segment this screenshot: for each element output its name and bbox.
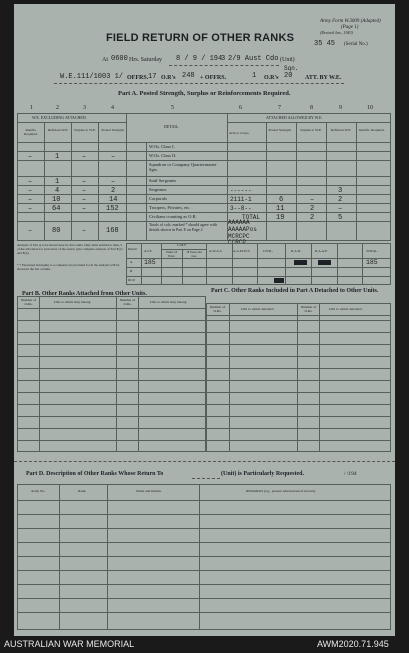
part-c-header: Number of O.Rs.	[300, 305, 317, 314]
att-or-value: 20	[284, 72, 293, 80]
col-number: 3	[83, 105, 86, 111]
cell-reinf: –	[28, 187, 33, 195]
analysis-header-aif: A.I.F.	[144, 249, 152, 253]
right-group-header: ATTACHED ALLOWED BY W.E.	[266, 115, 323, 120]
part-d-header: Name and Initials.	[136, 489, 162, 493]
header-a-surplus: Surplus to W.E.	[300, 128, 322, 132]
unit-value: 2/9 Aust Cdo	[228, 55, 279, 63]
part-d-header: Army No.	[31, 489, 46, 493]
analysis-footnote: * * Personnel belonging to a company not provided for in the analysis will be shown in the last column.	[17, 263, 120, 272]
form-sheet	[14, 4, 395, 636]
cell-deficient: 64	[52, 205, 61, 213]
analysis-cmf-label: C.M.F.	[177, 243, 187, 247]
col-number: 1	[30, 105, 33, 111]
cell-a-surplus: 2	[310, 214, 315, 222]
cell-posted: 14	[109, 196, 118, 204]
part-c-header: Number of O.Rs.	[209, 305, 226, 314]
analysis-header-raaf: R.A.A.F.	[315, 249, 328, 253]
cell-a-deficient: 3	[338, 187, 343, 195]
part-a-title: Part A. Posted Strength, Surplus or Reinforcements Required.	[118, 90, 291, 97]
form-title: FIELD RETURN OF OTHER RANKS	[106, 32, 295, 44]
cell-arm: 3--8--	[230, 205, 252, 212]
cell-a-posted: 6	[279, 196, 284, 204]
offrs-value: 17	[148, 73, 157, 81]
cell-arm-total: TOTAL	[242, 214, 261, 221]
header-deficient: Deficient W.E.	[47, 128, 69, 132]
cell-a-deficient: 5	[338, 214, 343, 222]
serial-label: (Serial No.)	[344, 42, 368, 47]
row-detail: Corporals	[149, 196, 167, 201]
cell-surplus: –	[82, 205, 87, 213]
row-detail: Squadron or Company Quartermaster Sgts.	[149, 162, 217, 173]
col-number: 8	[310, 105, 313, 111]
header-a-deficient: Deficient W.E.	[330, 128, 352, 132]
att-or-label: O.R's	[264, 75, 279, 81]
header-surplus: Surplus to W.E.	[74, 128, 96, 132]
plus-offrs-label: + OFFRS.	[200, 75, 227, 81]
header-a-reinf: Reinfts. Required.	[359, 128, 385, 132]
cell-deficient: 4	[55, 187, 60, 195]
total-surplus: –	[82, 227, 87, 235]
part-d-header: Rank.	[78, 489, 87, 493]
cell-surplus: –	[82, 187, 87, 195]
cell-deficient: 1	[55, 178, 60, 186]
typed-line: CCRCP	[228, 239, 247, 246]
col-number: 5	[171, 105, 174, 111]
row-detail: Staff Sergeants	[149, 178, 177, 183]
date-unit-underline	[169, 65, 279, 66]
part-d-table	[17, 484, 391, 630]
analysis-note: Analysis of Part A to be shown here by ALL units. Only units entitled to men, 5 of the allocation for protection of the return, give complete analysis of Part E(1) and E(2).	[17, 243, 123, 256]
totals-detail: Totals of cols. marked * should agree with details shown in Part E on Page 2	[149, 222, 217, 232]
row-detail: W.Os. Class II.	[149, 153, 177, 158]
cell-a-surplus: 2	[310, 205, 315, 213]
cell-deficient: 1	[55, 153, 60, 161]
cell-reinf: –	[28, 153, 33, 161]
cell-posted: –	[111, 178, 116, 186]
header-posted: Posted Strength.	[101, 128, 125, 132]
cell-a-surplus: –	[310, 196, 315, 204]
date-value: 8 / 9 / 194	[176, 55, 223, 63]
left-group-header: W.E. EXCLUDING ATTACHED.	[32, 115, 87, 120]
part-b-header: Unit to which they belong	[150, 300, 187, 304]
row-detail: Civilians counting as O.R.	[149, 214, 197, 219]
cell-reinf: –	[28, 178, 33, 186]
att-offrs-value: 1	[252, 72, 257, 80]
analysis-total-value: 185	[366, 259, 378, 266]
typed-line: MCRCPC	[228, 233, 250, 240]
part-c-title: Part C. Other Ranks Included in Part A Detached to Other Units.	[211, 288, 379, 294]
part-d-title-unit: (Unit) is Particularly Requested.	[221, 471, 304, 477]
analysis-row-label: RCU	[128, 278, 136, 282]
analysis-header-aamws: A.A.M.W.S.	[233, 249, 251, 253]
col-number: 2	[56, 105, 59, 111]
cell-surplus: –	[82, 178, 87, 186]
cell-posted: –	[111, 153, 116, 161]
unit-label: (Unit)	[280, 57, 295, 63]
year-value: 3	[221, 55, 226, 63]
part-d-header: REMARKS (e.g., present whereabouts if known).	[246, 489, 316, 493]
hrs-label: Hrs. Saturday	[129, 57, 162, 63]
cell-arm: ------	[230, 187, 252, 194]
row-detail: W.Os. Class I.	[149, 144, 175, 149]
form-revised: (Revised Jan., 1943)	[320, 30, 353, 35]
col-number: 4	[111, 105, 114, 111]
cell-posted: 152	[106, 205, 119, 213]
total-reinf: –	[28, 227, 33, 235]
analysis-row-label: B	[130, 269, 133, 273]
cell-a-deficient: 2	[338, 196, 343, 204]
part-d-date: / /194	[344, 471, 357, 477]
cell-surplus: –	[82, 196, 87, 204]
analysis-header-total: TOTAL.	[366, 249, 379, 253]
form-page: (Page 1)	[341, 25, 359, 30]
part-b-header: Number of O.Rs.	[119, 298, 136, 307]
part-d-unit-blank	[192, 478, 220, 479]
archive-reference: AWM2020.71.945	[317, 639, 389, 649]
header-detail: DETAIL.	[164, 124, 180, 129]
or-label: O.R's	[161, 75, 176, 81]
cell-posted: 2	[111, 187, 116, 195]
cell-reinf: –	[28, 205, 33, 213]
row-detail: Sergeants	[149, 187, 167, 192]
cell-surplus: –	[82, 153, 87, 161]
col-number: 10	[367, 105, 373, 111]
cell-arm: 2111-1	[230, 196, 252, 203]
row-detail: Troopers, Privates, etc.	[149, 205, 191, 210]
analysis-header-under18: Under 18 Years.	[165, 250, 178, 258]
or-value: 248	[182, 72, 195, 80]
att-by-we-label: ATT. BY W.E.	[305, 75, 342, 81]
strength-underline	[54, 83, 344, 84]
tear-line	[14, 461, 395, 462]
part-b-header: Number of O.Rs.	[20, 298, 37, 307]
col-number: 9	[339, 105, 342, 111]
analysis-header-civil: CIVIL.	[263, 249, 274, 253]
analysis-detail-label: Detail	[128, 247, 137, 251]
part-b-header: Unit to which they belong	[54, 300, 91, 304]
total-posted: 168	[106, 227, 119, 235]
col-number: 6	[239, 105, 242, 111]
part-c-table	[206, 303, 391, 452]
typed-line: AAAAAA	[228, 219, 250, 226]
typed-line: AAAAAPos	[228, 226, 257, 233]
cell-deficient: 10	[52, 196, 61, 204]
cell-reinf: –	[28, 196, 33, 204]
analysis-row-label: A	[130, 260, 133, 264]
analysis-header-ran: R.A.N.	[291, 249, 302, 253]
sqn-value: Sqn.	[284, 65, 299, 72]
redaction-block	[318, 260, 331, 265]
part-b-title: Part B. Other Ranks Attached from Other Units.	[22, 291, 147, 297]
redaction-block	[294, 260, 307, 265]
archive-name: AUSTRALIAN WAR MEMORIAL	[4, 639, 135, 649]
total-deficient: 80	[52, 227, 61, 235]
time-value: 0600	[111, 55, 128, 63]
at-label: At	[102, 57, 108, 63]
header-reinfts: Reinfts. Required.	[24, 128, 38, 137]
redaction-block	[274, 278, 284, 283]
analysis-header-awas: A.W.A.S.	[209, 249, 223, 253]
header-arm: Arm or Corps.	[229, 131, 250, 135]
archive-footer	[0, 636, 409, 653]
cell-a-posted: 11	[276, 205, 285, 213]
serial-number: 35 45	[314, 40, 336, 48]
we-value: W.E.111/1003 1/	[60, 73, 124, 81]
header-a-posted: Posted Strength.	[268, 128, 292, 132]
form-reference: Army Form W.3009 (Adapted)	[320, 19, 381, 24]
analysis-header-18over: 18 Years and over.	[186, 250, 202, 258]
part-c-header: Unit to which detached	[241, 307, 274, 311]
analysis-aif-value: 185	[144, 259, 156, 266]
part-d-title: Part D. Description of Other Ranks Whose Return To	[26, 471, 164, 477]
cell-a-deficient: –	[338, 205, 343, 213]
part-c-header: Unit to which detached.	[329, 307, 363, 311]
cell-a-posted: 19	[276, 214, 285, 222]
offrs-label: OFFRS.	[127, 75, 149, 81]
col-number: 7	[278, 105, 281, 111]
